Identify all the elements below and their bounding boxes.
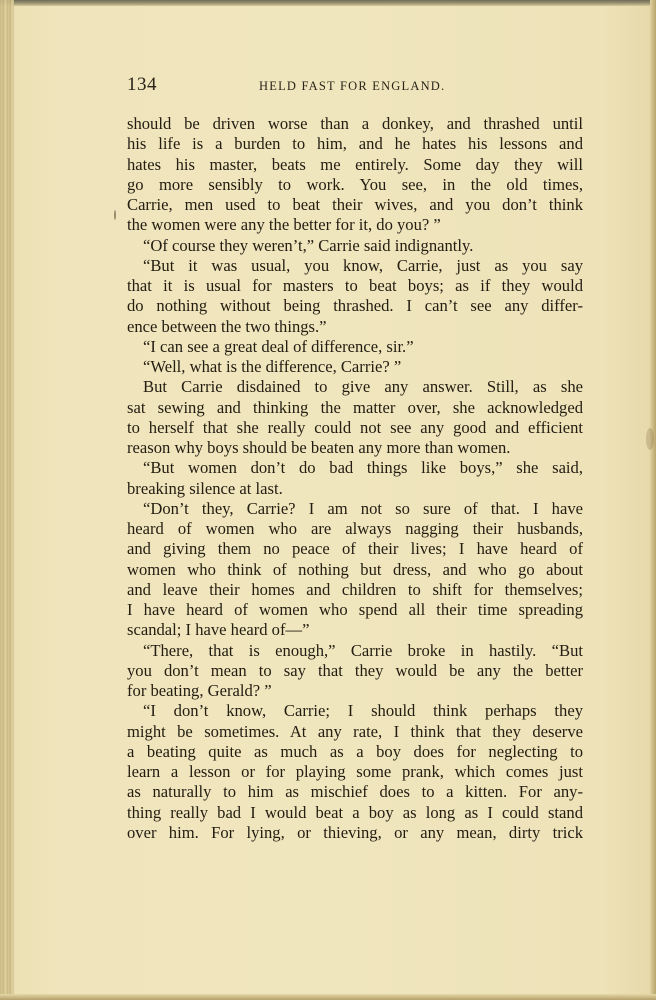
text-line: sat sewing and thinking the matter over, she acknowledged [127, 397, 583, 417]
running-title: HELD FAST FOR ENGLAND. [259, 79, 446, 93]
text-line: that it is usual for masters to beat boys; as if they would [127, 276, 583, 295]
text-line: as naturally to him as mischief does to a kitten. For any- [127, 782, 583, 802]
page-bottom-edge [0, 994, 656, 1000]
text-line: “I don’t know, Carrie; I should think perhaps they [143, 701, 583, 721]
text-line: you don’t mean to say that they would be any the better [127, 660, 583, 680]
text-line: a beating quite as much as a boy does for neglecting to [127, 741, 583, 761]
text-line: breaking silence at last. [127, 478, 283, 498]
text-line: hates his master, beats me entirely. Some day they will [127, 154, 583, 174]
text-line: “But women don’t do bad things like boys,” she said, [143, 458, 583, 478]
text-line: heard of women who are always nagging their husbands, [127, 519, 583, 538]
running-header [127, 74, 583, 100]
body-text [127, 114, 583, 843]
text-line: learn a lesson or for playing some prank, which comes just [127, 762, 583, 781]
text-line: and giving them no peace of their lives; I have heard of [127, 539, 583, 559]
text-line: reason why boys should be beaten any more than women. [127, 438, 511, 457]
text-line: over him. For lying, or thieving, or any mean, dirty trick [127, 822, 583, 842]
text-line: scandal; I have heard of—” [127, 620, 310, 640]
text-line: I have heard of women who spend all their time spreading [127, 600, 583, 619]
page-top-edge [0, 0, 656, 6]
text-line: the women were any the better for it, do you? ” [127, 215, 441, 235]
text-line: for beating, Gerald? ” [127, 681, 272, 700]
text-line: might be sometimes. At any rate, I think that they deserve [127, 721, 583, 741]
text-line: “Well, what is the difference, Carrie? ” [143, 357, 402, 376]
page-right-edge [650, 0, 656, 1000]
text-line: thing really bad I would beat a boy as long as I could stand [127, 802, 583, 822]
text-line: women who think of nothing but dress, and who go about [127, 559, 583, 579]
paper-spot [646, 428, 654, 450]
paper-spot [114, 210, 116, 220]
text-line: do nothing without being thrashed. I can’t see any differ- [127, 296, 583, 316]
text-line: “Don’t they, Carrie? I am not so sure of that. I have [143, 498, 583, 518]
text-line: his life is a burden to him, and he hates his lessons and [127, 134, 583, 154]
text-line: go more sensibly to work. You see, in the old times, [127, 174, 583, 194]
text-line: should be driven worse than a donkey, and thrashed until [127, 114, 583, 133]
text-line: “Of course they weren’t,” Carrie said indignantly. [143, 235, 474, 255]
text-line: Carrie, men used to beat their wives, and you don’t think [127, 195, 583, 214]
text-line: to herself that she really could not see any good and efficient [127, 417, 583, 437]
page-number: 134 [127, 74, 157, 95]
text-line: ence between the two things.” [127, 316, 327, 336]
text-line: “There, that is enough,” Carrie broke in hastily. “But [143, 640, 583, 660]
text-line: “But it was usual, you know, Carrie, just as you say [143, 255, 583, 275]
text-line: “I can see a great deal of difference, sir.” [143, 336, 414, 356]
text-line: and leave their homes and children to shift for themselves; [127, 579, 583, 599]
text-line: But Carrie disdained to give any answer. Still, as she [143, 377, 583, 397]
binding-gutter [0, 0, 14, 1000]
